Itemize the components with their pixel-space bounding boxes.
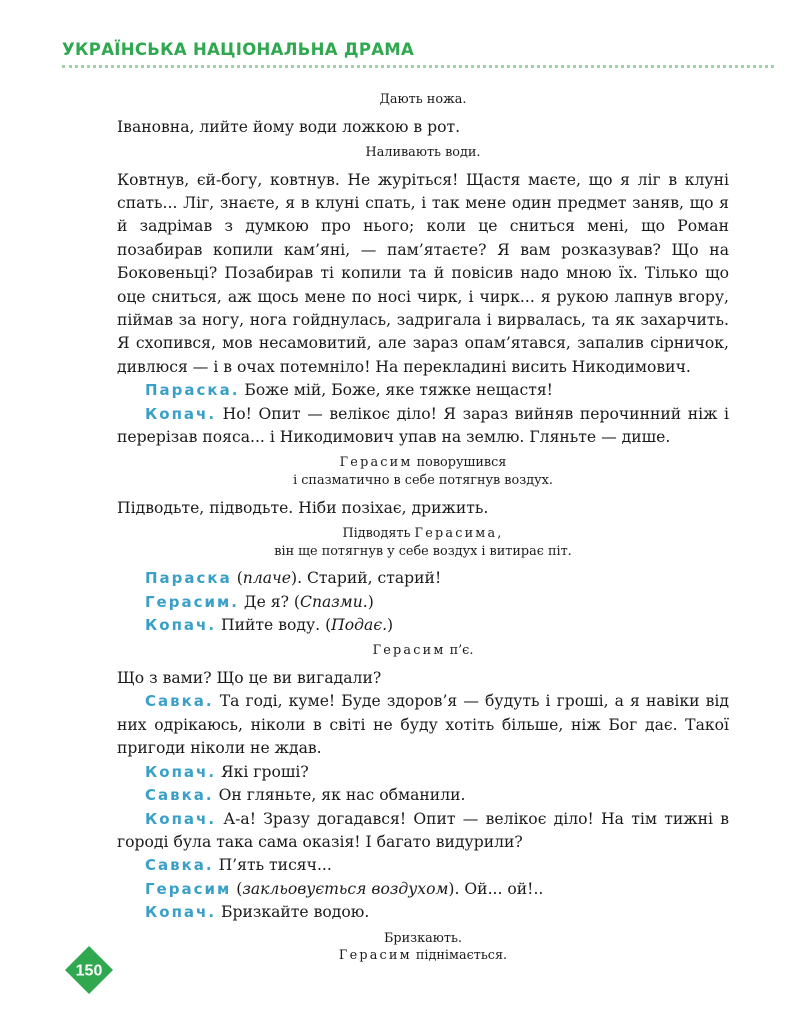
dialogue-line bbox=[117, 690, 729, 760]
paragraph: Ковтнув, єй-богу, ковтнув. Не журіться! Щастя маєте, що я ліг в клуні спать... Ліг, знаєте, я в клуні спать, і так мене один предмет заняв, що я й задрімав з думкою про нього; коли це сниться мені, що Роман позабирав копили кам’яні, — пам’ятаєте? Я вам розказував? Що на Боковеньці? Позабирав ті копили та й повісив надо мною їх. Тілько що оце сниться, аж щось мене по носі чирк, і чирк... я рукою лапнув вгору, піймав за ногу, нога гойднулась, задригала і вирвалась, та як захарчить. Я схопився, мов несамовитий, але зараз опам’ятався, запалив сірничок, дивлюся — і в очах потемніло! На перекладині висить Никодимович. bbox=[117, 170, 729, 376]
speaker-name: Копач. bbox=[145, 404, 217, 423]
speaker-name: Копач. bbox=[145, 616, 217, 635]
header-dotted-rule bbox=[62, 65, 774, 68]
dialogue-line: Герасим (закльовується воздухом). Ой... ой!.. bbox=[145, 879, 544, 898]
dialogue-line bbox=[117, 784, 729, 807]
speaker-name: Герасим. bbox=[145, 592, 239, 611]
character-name: Герасим bbox=[339, 455, 413, 471]
dialogue-text: П’ять тисяч... bbox=[213, 856, 332, 875]
running-header bbox=[62, 40, 774, 68]
stage-text: Бризкають. bbox=[384, 930, 462, 946]
dialogue-text: А-а! Зразу догадався! Опит — велікоє діло! На тім тижні в городі була така сама оказія! І багато видурили? bbox=[117, 809, 729, 851]
speaker-name: Копач. bbox=[145, 762, 217, 781]
dialogue-line bbox=[117, 808, 729, 855]
character-name: Герасима, bbox=[414, 526, 504, 542]
page-number: 150 bbox=[75, 962, 103, 980]
stage-text: Підводять bbox=[342, 526, 415, 542]
dialogue-line: Герасим. Де я? (Спазми.) bbox=[145, 592, 374, 611]
play-text bbox=[117, 88, 729, 972]
dialogue-text: Он гляньте, як нас обманили. bbox=[213, 786, 466, 805]
dialogue-line bbox=[117, 854, 729, 877]
stage-direction bbox=[117, 454, 729, 489]
page-number-badge bbox=[64, 945, 114, 995]
remark: закльовується воздухом bbox=[242, 879, 449, 898]
dialogue-line bbox=[117, 901, 729, 924]
dialogue-text: Бризкайте водою. bbox=[216, 903, 370, 922]
remark: Спазми. bbox=[300, 592, 368, 611]
paragraph: Івановна, лийте йому води ложкою в рот. bbox=[117, 117, 461, 136]
section-title: УКРАЇНСЬКА НАЦІОНАЛЬНА ДРАМА bbox=[62, 40, 415, 59]
paragraph: Що з вами? Що це ви вигадали? bbox=[117, 669, 382, 688]
speaker-name: Копач. bbox=[145, 903, 217, 922]
stage-direction bbox=[117, 930, 729, 965]
dialogue-line bbox=[117, 403, 729, 450]
stage-direction: Дають ножа. bbox=[379, 92, 467, 107]
dialogue-text: Які гроші? bbox=[216, 762, 309, 781]
remark: Подає. bbox=[331, 616, 388, 635]
speaker-name: Савка. bbox=[145, 786, 214, 805]
dialogue-line: Копач. Пийте воду. (Подає.) bbox=[145, 616, 394, 635]
stage-direction bbox=[117, 642, 729, 660]
speaker-name: Копач. bbox=[145, 809, 217, 828]
stage-text: п’є. bbox=[445, 643, 474, 659]
dialogue-text: Но! Опит — велікоє діло! Я зараз вийняв перочинний ніж і перерізав пояса... і Никодимович упав на землю. Гляньте — дише. bbox=[117, 404, 729, 447]
remark: плаче bbox=[242, 569, 291, 588]
stage-text: поворушився bbox=[412, 455, 507, 471]
stage-text: піднімається. bbox=[411, 948, 508, 964]
speaker-name: Параска bbox=[145, 569, 232, 588]
dialogue-text: Боже мій, Боже, яке тяжке нещастя! bbox=[239, 381, 553, 400]
paragraph: Підводьте, підводьте. Ніби позіхає, дрижить. bbox=[117, 498, 489, 517]
dialogue-line: Параска (плаче). Старий, старий! bbox=[145, 569, 442, 588]
dialogue-text: Та годі, куме! Буде здоров’я — будуть і гроші, а я навіки від них одрікаюсь, ніколи в світі не буду хотіть більше, ніж Бог дає. Такої пригоди ніколи не ждав. bbox=[117, 692, 729, 758]
speaker-name: Савка. bbox=[145, 692, 214, 711]
speaker-name: Параска. bbox=[145, 381, 240, 400]
character-name: Герасим bbox=[372, 643, 446, 659]
stage-direction bbox=[117, 525, 729, 560]
stage-text: і спазматично в себе потягнув воздух. bbox=[293, 473, 553, 489]
stage-text: він ще потягнув у себе воздух і витирає піт. bbox=[274, 543, 572, 559]
speaker-name: Герасим bbox=[145, 879, 232, 898]
stage-direction: Наливають води. bbox=[365, 145, 481, 160]
dialogue-line bbox=[117, 379, 729, 402]
character-name: Герасим bbox=[338, 948, 412, 964]
speaker-name: Савка. bbox=[145, 856, 214, 875]
dialogue-line bbox=[117, 761, 729, 784]
